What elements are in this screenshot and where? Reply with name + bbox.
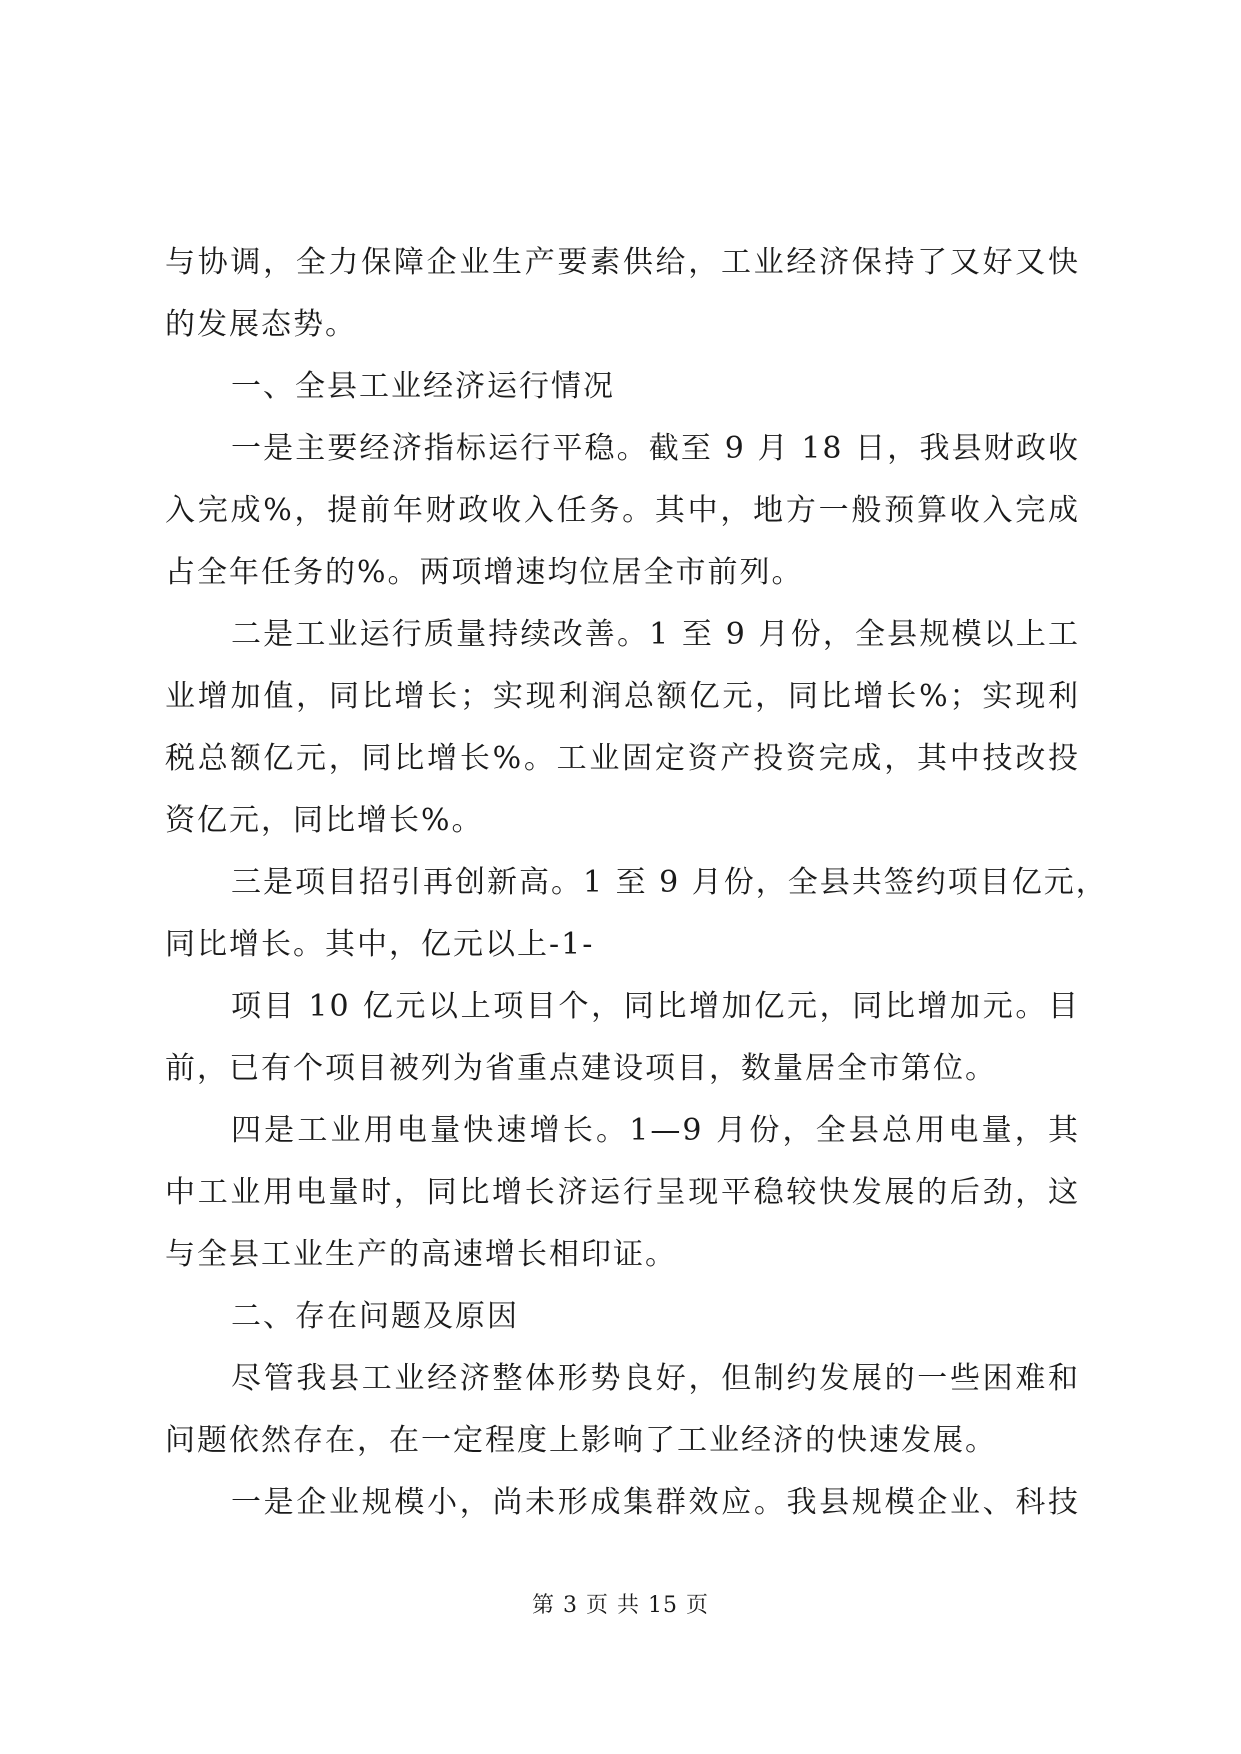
- paragraph-line: 同比增长。其中，亿元以上-1-: [165, 927, 595, 962]
- paragraph-line: 四是工业用电量快速增长。1—9 月份，全县总用电量，其: [231, 1113, 1080, 1148]
- section-heading: 一、全县工业经济运行情况: [231, 369, 615, 404]
- paragraph-line: 与全县工业生产的高速增长相印证。: [165, 1237, 677, 1272]
- paragraph-line: 占全年任务的%。两项增速均位居全市前列。: [165, 555, 804, 590]
- paragraph-line: 税总额亿元，同比增长%。工业固定资产投资完成，其中技改投: [165, 741, 1080, 776]
- paragraph-line: 二是工业运行质量持续改善。1 至 9 月份，全县规模以上工: [231, 617, 1080, 652]
- paragraph-line: 入完成%，提前年财政收入任务。其中，地方一般预算收入完成: [165, 493, 1080, 528]
- paragraph-line: 问题依然存在，在一定程度上影响了工业经济的快速发展。: [165, 1423, 997, 1458]
- paragraph-line: 的发展态势。: [165, 307, 357, 342]
- paragraph-line: 中工业用电量时，同比增长济运行呈现平稳较快发展的后劲，这: [165, 1175, 1080, 1210]
- paragraph-line: 一是企业规模小，尚未形成集群效应。我县规模企业、科技: [231, 1485, 1080, 1520]
- paragraph-line: 前，已有个项目被列为省重点建设项目，数量居全市第位。: [165, 1051, 997, 1086]
- paragraph-line: 一是主要经济指标运行平稳。截至 9 月 18 日，我县财政收: [231, 431, 1080, 466]
- paragraph-line: 与协调，全力保障企业生产要素供给，工业经济保持了又好又快: [165, 245, 1080, 280]
- paragraph-line: 项目 10 亿元以上项目个，同比增加亿元，同比增加元。目: [231, 989, 1080, 1024]
- paragraph-line: 资亿元，同比增长%。: [165, 803, 484, 838]
- section-heading: 二、存在问题及原因: [231, 1299, 519, 1334]
- paragraph-line: 三是项目招引再创新高。1 至 9 月份，全县共签约项目亿元，: [231, 865, 1108, 900]
- paragraph-line: 尽管我县工业经济整体形势良好，但制约发展的一些困难和: [231, 1361, 1080, 1396]
- document-body: [165, 232, 1108, 1534]
- paragraph-line: 业增加值，同比增长；实现利润总额亿元，同比增长%；实现利: [165, 679, 1080, 714]
- page-number-footer: 第 3 页 共 15 页: [532, 1593, 709, 1618]
